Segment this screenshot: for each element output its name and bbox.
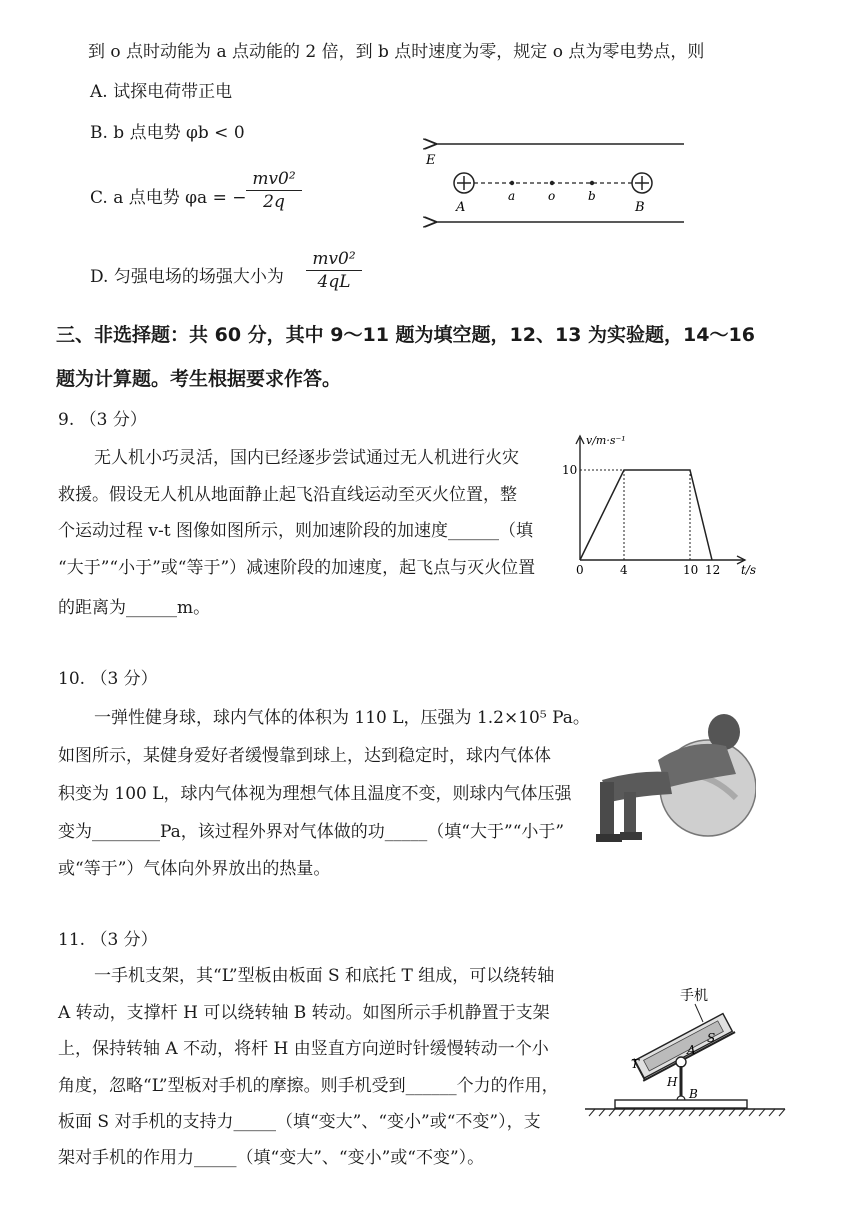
q8-option-d: D. 匀强电场的场强大小为 xyxy=(90,267,284,287)
q8-option-c-fraction: mv0² 2q xyxy=(246,168,302,213)
label-o: o xyxy=(548,189,556,203)
q10-heading: 10. （3 分） xyxy=(58,669,158,689)
x-tick-12: 12 xyxy=(705,563,721,577)
x-tick-4: 4 xyxy=(620,563,628,577)
y-tick-10: 10 xyxy=(562,463,578,477)
field-label-e: E xyxy=(426,153,436,168)
x-tick-0: 0 xyxy=(576,563,584,577)
label-b: b xyxy=(588,189,596,203)
q8-option-b: B. b 点电势 φb < 0 xyxy=(90,123,245,143)
x-tick-10: 10 xyxy=(683,563,699,577)
q8-field-figure xyxy=(420,132,690,232)
q11-line1: 一手机支架，其“L”型板由板面 S 和底托 T 组成，可以绕转轴 xyxy=(94,966,555,986)
label-T: T xyxy=(631,1057,640,1071)
q9-line4: “大于”“小于”或“等于”）减速阶段的加速度，起飞点与灭火位置 xyxy=(58,558,536,578)
point-b xyxy=(590,181,594,185)
q9-vt-chart xyxy=(555,430,765,580)
q10-line2: 如图所示，某健身爱好者缓慢靠到球上，达到稳定时，球内气体体 xyxy=(58,746,551,766)
q11-line4: 角度，忽略“L”型板对手机的摩擦。则手机受到______个力的作用， xyxy=(58,1076,559,1096)
label-H: H xyxy=(667,1075,678,1089)
label-A: A xyxy=(456,200,466,215)
q11-line5: 板面 S 对手机的支持力_____（填“变大”、“变小”或“不变”），支 xyxy=(58,1112,541,1132)
y-axis-label: v/m·s⁻¹ xyxy=(586,434,626,447)
fitness-ball-photo xyxy=(596,708,756,844)
q8-intro: 到 o 点时动能为 a 点动能的 2 倍，到 b 点时速度为零，规定 o 点为零电势点，则 xyxy=(88,42,705,62)
q10-line4: 变为________Pa，该过程外界对气体做的功_____（填“大于”“小于” xyxy=(58,822,565,842)
label-phone: 手机 xyxy=(680,988,708,1004)
label-B: B xyxy=(635,200,645,215)
pivot-a xyxy=(676,1057,686,1067)
phone-stand-figure xyxy=(585,982,790,1122)
q11-line6: 架对手机的作用力_____（填“变大”、“变小”或“不变”）。 xyxy=(58,1148,485,1168)
point-a xyxy=(510,181,514,185)
q8-option-a: A. 试探电荷带正电 xyxy=(90,82,233,102)
q9-line3: 个运动过程 v-t 图像如图所示，则加速阶段的加速度______（填 xyxy=(58,521,533,541)
q9-line1: 无人机小巧灵活，国内已经逐步尝试通过无人机进行火灾 xyxy=(94,448,519,468)
point-o xyxy=(550,181,554,185)
q10-line3: 积变为 100 L，球内气体视为理想气体且温度不变，则球内气体压强 xyxy=(58,784,572,804)
vt-series-line xyxy=(580,470,712,560)
x-axis-label: t/s xyxy=(741,563,757,577)
label-a: a xyxy=(508,189,516,203)
q10-line1: 一弹性健身球，球内气体的体积为 110 L，压强为 1.2×10⁵ Pa。 xyxy=(94,708,590,728)
q9-heading: 9. （3 分） xyxy=(58,410,147,430)
label-B: B xyxy=(689,1087,698,1101)
phone-icon xyxy=(632,1011,735,1081)
label-A: A xyxy=(687,1043,696,1057)
charge-a-icon xyxy=(454,173,474,193)
q8-option-c: C. a 点电势 φa = − xyxy=(90,188,247,208)
section3-heading-line1: 三、非选择题：共 60 分，其中 9～11 题为填空题，12、13 为实验题，14～16 xyxy=(56,324,755,346)
q9-line5: 的距离为______m。 xyxy=(58,598,211,618)
base-plate xyxy=(615,1100,747,1108)
q8-option-d-fraction: mv0² 4qL xyxy=(306,248,362,293)
q11-line3: 上，保持转轴 A 不动，将杆 H 由竖直方向逆时针缓慢转动一个小 xyxy=(58,1039,549,1059)
label-S: S xyxy=(707,1031,716,1045)
charge-b-icon xyxy=(632,173,652,193)
section3-heading-line2: 题为计算题。考生根据要求作答。 xyxy=(56,368,342,390)
q11-heading: 11. （3 分） xyxy=(58,930,158,950)
q9-line2: 救援。假设无人机从地面静止起飞沿直线运动至灭火位置，整 xyxy=(58,485,517,505)
q10-line5: 或“等于”）气体向外界放出的热量。 xyxy=(58,859,331,879)
q11-line2: A 转动，支撑杆 H 可以绕转轴 B 转动。如图所示手机静置于支架 xyxy=(58,1003,550,1023)
